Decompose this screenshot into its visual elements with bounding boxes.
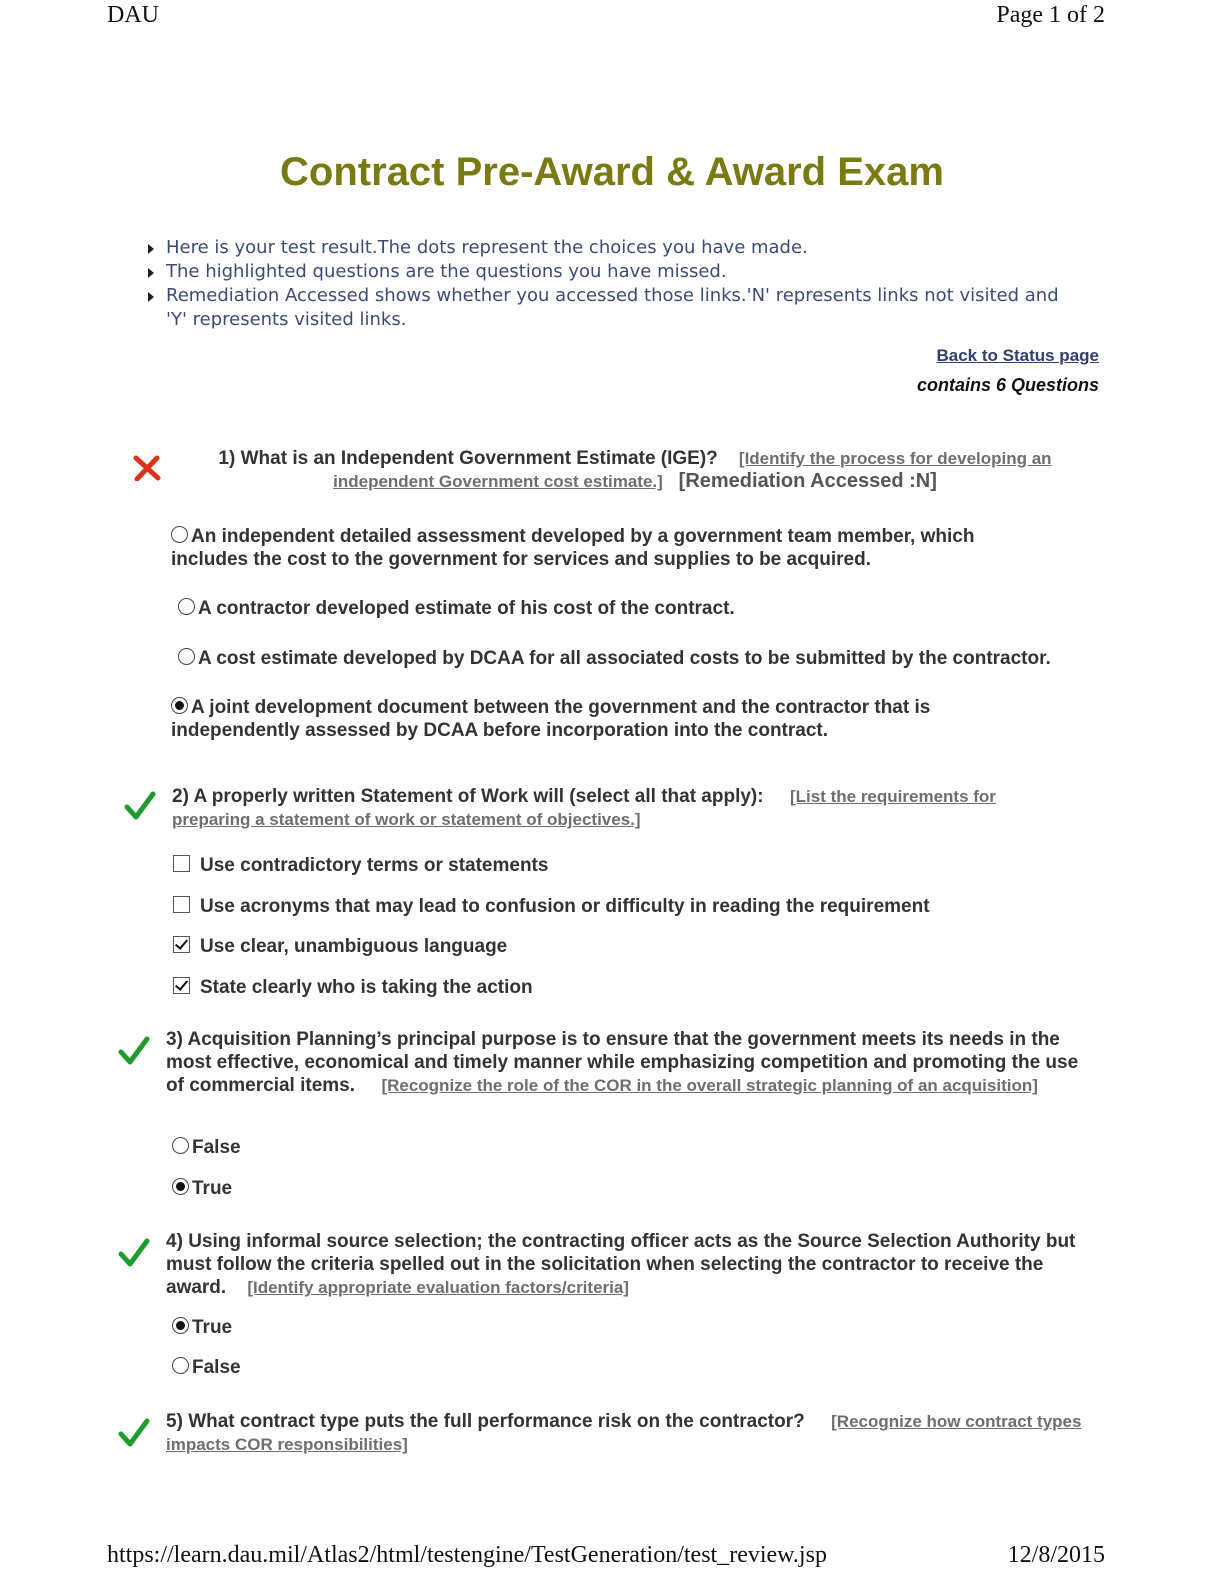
checkmark-icon [118, 1237, 150, 1269]
radio-button[interactable] [178, 648, 195, 665]
header-left: DAU [107, 2, 159, 28]
radio-button-selected[interactable] [172, 1317, 189, 1334]
question-4-text: Using informal source selection; the contracting officer acts as the Source Selection Authority but must follow the criteria spelled out in the solicitation when selecting the contractor to receive the award. [166, 1231, 1076, 1298]
checkmark-icon [118, 1417, 150, 1449]
header-page-number: Page 1 of 2 [996, 2, 1105, 28]
q3-option-1[interactable]: False [172, 1136, 572, 1159]
instruction-item: Here is your test result.The dots represent the choices you have made. [142, 236, 1072, 260]
question-2-objective-link[interactable]: [List the requirements for preparing a statement of work or statement of objectives.] [172, 787, 996, 829]
radio-button[interactable] [171, 526, 188, 543]
question-2 [172, 785, 1052, 831]
page-title: Contract Pre-Award & Award Exam [280, 150, 944, 194]
q2-option-1[interactable]: Use contradictory terms or statements [173, 854, 1073, 877]
instructions-list [142, 236, 1072, 332]
instruction-item: The highlighted questions are the questions you have missed. [142, 260, 1072, 284]
question-1-text: What is an Independent Government Estimate (IGE)? [240, 448, 718, 469]
q1-option-3[interactable]: A cost estimate developed by DCAA for all associated costs to be submitted by the contractor. [178, 647, 1108, 670]
q1-option-4[interactable]: A joint development document between the government and the contractor that is independently assessed by DCAA before incorporation into the contract. [171, 697, 931, 741]
checkmark-icon [124, 790, 156, 822]
question-5-number: 5) [166, 1411, 183, 1432]
q2-option-3[interactable]: Use clear, unambiguous language [173, 935, 1073, 958]
question-1 [190, 447, 1080, 493]
bullet-arrow-icon [148, 244, 154, 254]
q2-option-2[interactable]: Use acronyms that may lead to confusion or difficulty in reading the requirement [173, 895, 1073, 918]
checkmark-icon [118, 1035, 150, 1067]
radio-button[interactable] [178, 598, 195, 615]
question-4-objective-link[interactable]: [Identify appropriate evaluation factors/criteria] [247, 1278, 629, 1297]
radio-button[interactable] [172, 1137, 189, 1154]
bullet-arrow-icon [148, 268, 154, 278]
bullet-arrow-icon [148, 292, 154, 302]
question-4 [166, 1230, 1091, 1299]
q1-option-2[interactable]: A contractor developed estimate of his cost of the contract. [178, 597, 1058, 620]
question-1-number: 1) [218, 448, 236, 469]
cross-icon [132, 455, 162, 481]
question-3 [166, 1028, 1086, 1097]
footer-url: https://learn.dau.mil/Atlas2/html/testengine/TestGeneration/test_review.jsp [107, 1542, 827, 1568]
checkbox-checked[interactable] [173, 977, 190, 994]
radio-button-selected[interactable] [172, 1178, 189, 1195]
question-5-text: What contract type puts the full performance risk on the contractor? [188, 1411, 805, 1432]
radio-button-selected[interactable] [171, 697, 188, 714]
question-5 [166, 1410, 1086, 1456]
question-1-objective-link[interactable]: [Identify the process for developing an independent Government cost estimate.] [333, 449, 1052, 491]
question-3-number: 3) [166, 1029, 183, 1050]
question-2-number: 2) [172, 786, 189, 807]
q3-option-2[interactable]: True [172, 1177, 572, 1200]
q4-option-1[interactable]: True [172, 1316, 572, 1339]
back-to-status-link[interactable]: Back to Status page [936, 346, 1099, 365]
q4-option-2[interactable]: False [172, 1356, 572, 1379]
remediation-status: [Remediation Accessed :N] [678, 470, 937, 492]
footer-date: 12/8/2015 [1007, 1542, 1105, 1568]
q1-option-1[interactable]: An independent detailed assessment developed by a government team member, which includes the cost to the government for services and supplies to be acquired. [171, 526, 975, 570]
question-2-text: A properly written Statement of Work will (select all that apply): [193, 786, 764, 807]
question-5-objective-link[interactable]: [Recognize how contract types impacts COR responsibilities] [166, 1412, 1082, 1454]
checkbox[interactable] [173, 896, 190, 913]
question-4-number: 4) [166, 1231, 183, 1252]
question-3-text: Acquisition Planning’s principal purpose is to ensure that the government meets its needs in the most effective, economical and timely manner while emphasizing competition and promoting the use of commercial items. [166, 1029, 1079, 1096]
q2-option-4[interactable]: State clearly who is taking the action [173, 976, 1073, 999]
checkbox-checked[interactable] [173, 936, 190, 953]
question-3-objective-link[interactable]: [Recognize the role of the COR in the overall strategic planning of an acquisition] [381, 1076, 1038, 1095]
instruction-item: Remediation Accessed shows whether you accessed those links.'N' represents links not visited and 'Y' represents visited links. [142, 284, 1072, 332]
radio-button[interactable] [172, 1357, 189, 1374]
checkbox[interactable] [173, 855, 190, 872]
question-count: contains 6 Questions [916, 375, 1099, 395]
